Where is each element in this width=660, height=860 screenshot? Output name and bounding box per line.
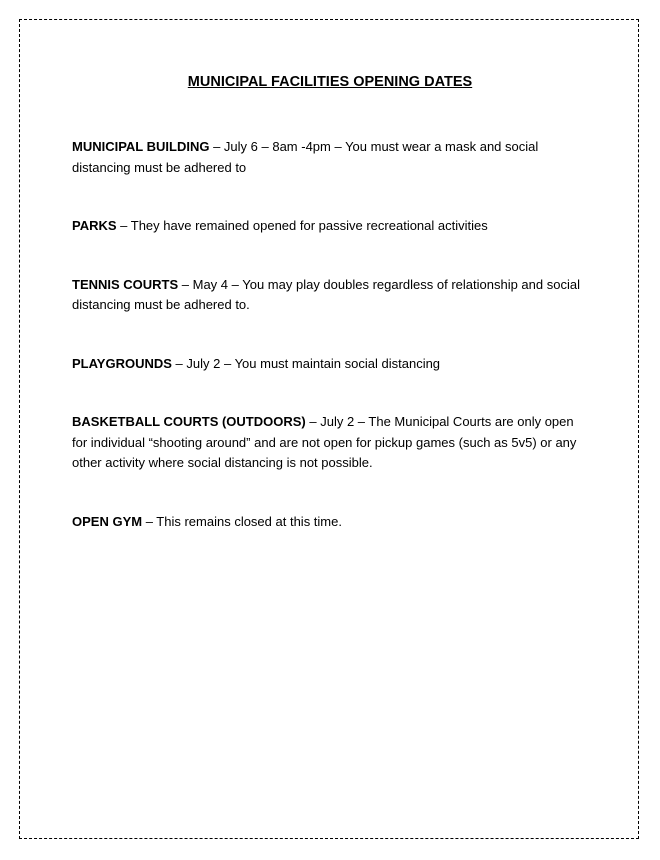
facility-details: – July 6 – 8am -4pm – You must wear a mask and social distancing must be adhered to <box>72 139 539 175</box>
facility-details: – May 4 – You may play doubles regardless of relationship and social distancing must be adhered to. <box>72 276 580 312</box>
facility-details: – This remains closed at this time. <box>142 513 342 529</box>
facility-entry-tennis-courts <box>72 275 592 316</box>
facility-entry-parks <box>72 216 592 237</box>
facility-name: MUNICIPAL BUILDING <box>72 139 210 154</box>
facility-name: OPEN GYM <box>72 513 143 529</box>
facility-name: BASKETBALL COURTS (OUTDOORS) <box>72 414 306 429</box>
facility-name: TENNIS COURTS <box>72 276 179 292</box>
facility-details: – July 2 – The Municipal Courts are only open for individual “shooting around” and are not open for pickup games (such as 5v5) or any other activity where social distancing is not possible. <box>72 414 577 470</box>
facility-name: PLAYGROUNDS <box>72 355 172 371</box>
facility-entry-playgrounds <box>72 354 592 375</box>
facility-details: – July 2 – You must maintain social distancing <box>171 355 441 371</box>
facility-details: – They have remained opened for passive recreational activities <box>116 218 488 233</box>
facility-entry-open-gym <box>72 512 592 533</box>
facility-entry-municipal-building <box>72 137 592 178</box>
facility-name: PARKS <box>72 218 117 233</box>
facility-entry-basketball-courts <box>72 412 592 474</box>
document-title: MUNICIPAL FACILITIES OPENING DATES <box>187 74 473 90</box>
facility-list <box>72 137 592 570</box>
